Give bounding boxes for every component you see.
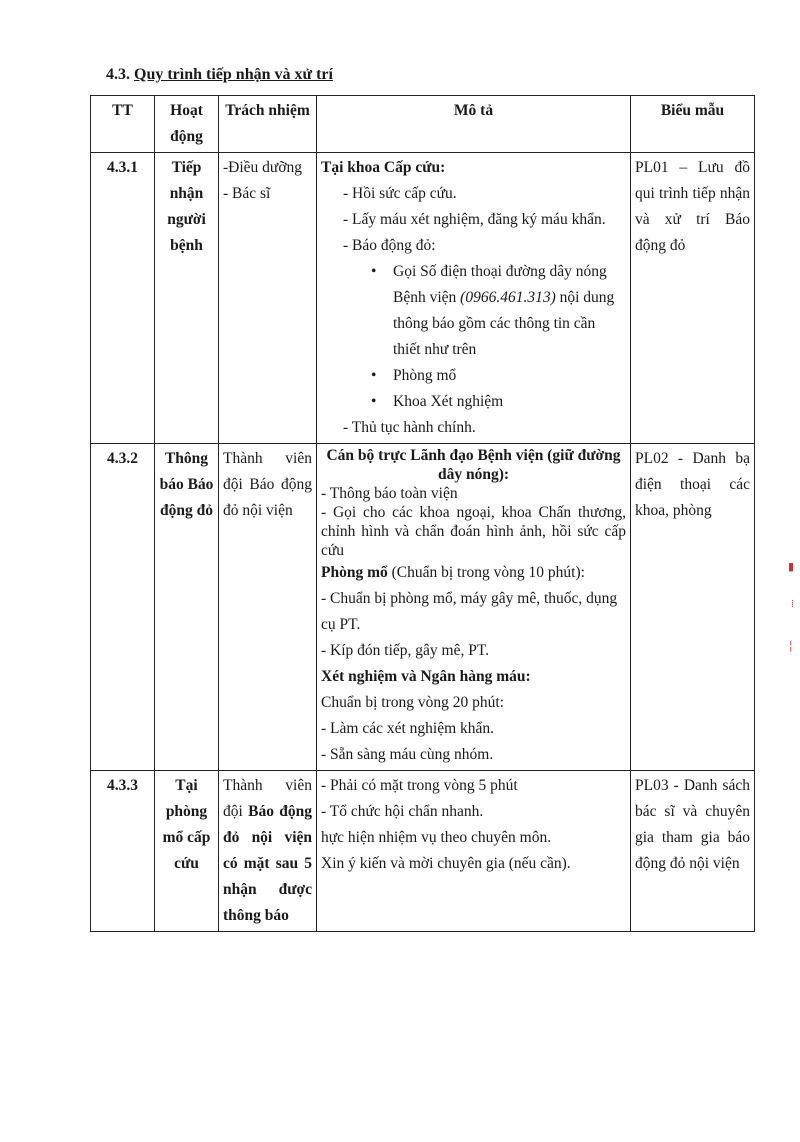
description-line: hực hiện nhiệm vụ theo chuyên môn.: [321, 829, 552, 846]
row-description: [317, 444, 631, 771]
header-tt: TT: [91, 96, 155, 153]
bullet-dot-icon: •: [371, 263, 377, 280]
bullet-text: Khoa Xét nghiệm: [393, 393, 504, 410]
description-heading: Xét nghiệm và Ngân hàng máu:: [321, 668, 531, 685]
row-responsibility: Thành viên đội Báo động đỏ nội viện: [219, 444, 317, 771]
bullet-item: [321, 259, 626, 363]
margin-stamp-mark: ⁞: [790, 598, 794, 610]
row-activity: Tiếp nhận người bệnh: [155, 153, 219, 444]
phong-mo-note: (Chuẩn bị trong vòng 10 phút):: [387, 564, 585, 581]
description-line: - Sẵn sàng máu cùng nhóm.: [321, 746, 494, 763]
description-line: - Thủ tục hành chính.: [343, 419, 476, 436]
description-heading: Tại khoa Cấp cứu:: [321, 159, 446, 176]
description-line: - Báo động đỏ:: [343, 237, 436, 254]
section-title: Quy trình tiếp nhận và xử trí: [134, 66, 333, 83]
description-line: - Lấy máu xét nghiệm, đăng ký máu khẩn.: [343, 211, 606, 228]
header-trach-nhiem: Trách nhiệm: [219, 96, 317, 153]
row-number: 4.3.3: [91, 771, 155, 932]
row-description: [317, 153, 631, 444]
description-line: - Hồi sức cấp cứu.: [343, 185, 457, 202]
description-line: - Thông báo toàn viện: [321, 485, 458, 502]
section-number: 4.3.: [106, 66, 130, 83]
header-hoat-dong: Hoạt động: [155, 96, 219, 153]
hotline-phone: (0966.461.313): [460, 289, 556, 306]
row-responsibility: [219, 153, 317, 444]
margin-stamp-mark: ╎: [787, 641, 794, 653]
procedure-table: [90, 95, 755, 932]
description-line: - Phải có mặt trong vòng 5 phút: [321, 777, 518, 794]
responsibility-bold: Báo động đỏ nội viện có mặt sau 5 nhận được thông báo: [223, 803, 312, 924]
header-mo-ta: Mô tả: [317, 96, 631, 153]
description-line: - Làm các xét nghiệm khẩn.: [321, 720, 495, 737]
row-number: 4.3.2: [91, 444, 155, 771]
responsibility-text: Thành viên đội: [223, 777, 312, 820]
description-line: Chuẩn bị trong vòng 20 phút:: [321, 694, 504, 711]
table-row: [91, 444, 755, 771]
description-line: [321, 560, 626, 586]
bullet-dot-icon: •: [371, 367, 377, 384]
row-activity: Thông báo Báo động đỏ: [155, 444, 219, 771]
phong-mo-heading: Phòng mổ: [321, 564, 388, 581]
description-line: - Kíp đón tiếp, gây mê, PT.: [321, 642, 490, 659]
bullet-dot-icon: •: [371, 393, 377, 410]
row-form: PL02 - Danh bạ điện thoại các khoa, phòng: [631, 444, 755, 771]
description-line: Xin ý kiến và mời chuyên gia (nếu cần).: [321, 855, 571, 872]
bullet-text: Phòng mổ: [393, 367, 457, 384]
bullet-text: nội dung thông báo gồm các thông tin cần thiết như trên: [393, 289, 615, 358]
responsibility-line: -Điều dưỡng: [223, 159, 303, 176]
description-line: - Gọi cho các khoa ngoại, khoa Chấn thương, chỉnh hình và chẩn đoán hình ảnh, hồi sức cấp cứu: [321, 504, 626, 559]
bullet-item: [321, 389, 626, 415]
bullet-text: Gọi Số điện thoại đường dây nóng Bệnh viện: [393, 263, 607, 306]
table-row: [91, 771, 755, 932]
table-header-row: [91, 96, 755, 153]
bullet-item: [321, 363, 626, 389]
row-number: 4.3.1: [91, 153, 155, 444]
header-bieu-mau: Biểu mẫu: [631, 96, 755, 153]
responsibility-line: - Bác sĩ: [223, 185, 271, 202]
row-form: PL03 - Danh sách bác sĩ và chuyên gia tham gia báo động đỏ nội viện: [631, 771, 755, 932]
row-activity: Tại phòng mổ cấp cứu: [155, 771, 219, 932]
table-row: [91, 153, 755, 444]
row-description: [317, 771, 631, 932]
margin-stamp-mark: ▮: [787, 561, 794, 573]
description-heading: Cán bộ trực Lãnh đạo Bệnh viện (giữ đường dây nóng):: [326, 447, 621, 483]
row-form: PL01 – Lưu đồ qui trình tiếp nhận và xử trí Báo động đỏ: [631, 153, 755, 444]
section-heading: [106, 66, 333, 84]
description-line: - Chuẩn bị phòng mổ, máy gây mê, thuốc, dụng cụ PT.: [321, 590, 618, 633]
description-line: - Tổ chức hội chẩn nhanh.: [321, 803, 484, 820]
row-responsibility: [219, 771, 317, 932]
